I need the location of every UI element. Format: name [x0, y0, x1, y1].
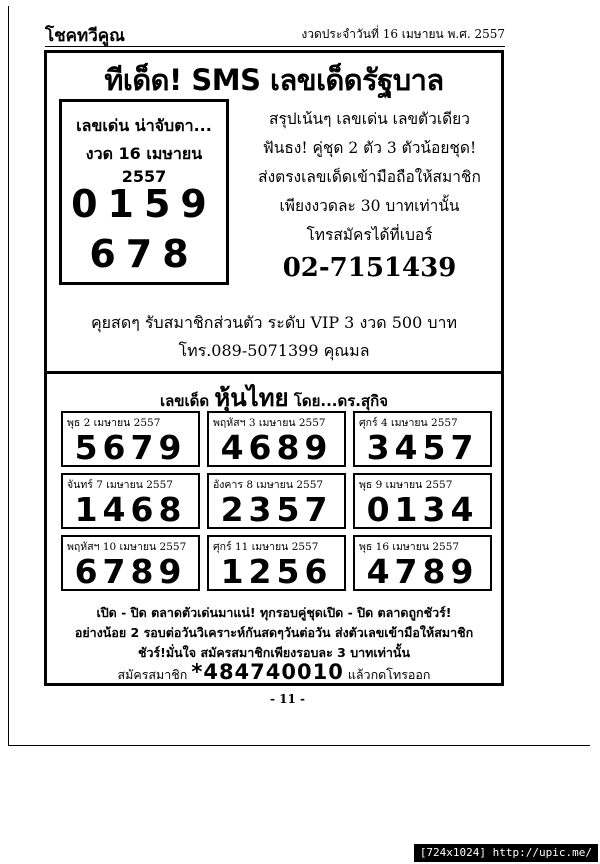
cell-date: พุธ 16 เมษายน 2557	[359, 541, 460, 553]
cell-number: 5679	[74, 428, 187, 467]
grid-cell	[61, 473, 200, 529]
footer-line: ชัวร์!มั่นใจ สมัครสมาชิกเพียงรอบละ 3 บาทเท่านั้น	[137, 645, 411, 660]
page-number: - 11 -	[270, 692, 306, 706]
featured-digits-row2: 678	[89, 232, 199, 276]
promo-line: สรุปเน้นๆ เลขเด่น เลขตัวเดียว	[269, 110, 470, 128]
footer-line: อย่างน้อย 2 รอบต่อวันวิเคราะห์กันสดๆวันต่อวัน ส่งตัวเลขเข้ามือให้สมาชิก	[74, 625, 474, 640]
featured-numbers-box	[59, 99, 229, 285]
main-ad-box	[44, 50, 504, 686]
cell-number: 6789	[74, 552, 187, 591]
issue-date: งวดประจำวันที่ 16 เมษายน พ.ศ. 2557	[301, 27, 505, 41]
cell-date: จันทร์ 7 เมษายน 2557	[67, 479, 173, 491]
grid-cell	[207, 411, 346, 467]
cell-date: ศุกร์ 4 เมษายน 2557	[359, 417, 458, 429]
promo-phone: 02-7151439	[282, 253, 457, 283]
signup-line	[47, 660, 501, 685]
upload-watermark: [724x1024] http://upic.me/	[414, 844, 598, 862]
promo-line: ส่งตรงเลขเด็ดเข้ามือถือให้สมาชิก	[258, 168, 481, 186]
section-divider	[47, 371, 501, 374]
grid-cell	[207, 473, 346, 529]
grid-cell	[207, 535, 346, 591]
promo-line: ฟันธง! คู่ชุด 2 ตัว 3 ตัวน้อยชุด!	[262, 139, 477, 157]
grid-cell	[61, 535, 200, 591]
cell-date: พฤหัสฯ 10 เมษายน 2557	[67, 541, 187, 553]
featured-digits-row1: 0159	[71, 182, 217, 226]
vip-line: คุยสดๆ รับสมาชิกส่วนตัว ระดับ VIP 3 งวด 500 บาท	[90, 313, 458, 332]
cell-number: 1468	[74, 490, 187, 529]
grid-cell	[353, 473, 492, 529]
sms-promo	[242, 105, 497, 286]
grid-cell	[353, 411, 492, 467]
signup-prefix: สมัครสมาชิก	[117, 667, 188, 682]
headline: ทีเด็ด! SMS เลขเด็ดรัฐบาล	[104, 63, 444, 97]
stock-number-grid	[61, 411, 491, 593]
cell-number: 1256	[220, 552, 333, 591]
grid-cell	[61, 411, 200, 467]
cell-date: ศุกร์ 11 เมษายน 2557	[213, 541, 319, 553]
magazine-brand: โชคทวีคูณ	[45, 26, 125, 46]
vip-contact: โทร.089-5071399 คุณมล	[178, 341, 370, 360]
cell-date: พุธ 2 เมษายน 2557	[67, 417, 161, 429]
section-author: โดย...ดร.สุกิจ	[293, 392, 389, 410]
promo-line: เพียงงวดละ 30 บาทเท่านั้น	[279, 197, 460, 215]
promo-line: โทรสมัครได้ที่เบอร์	[306, 226, 433, 244]
featured-label: เลขเด่น น่าจับตา...	[76, 116, 212, 135]
footer-line: เปิด - ปิด ตลาดตัวเด่นมาแน่! ทุกรอบคู่ชุดเปิด - ปิด ตลาดถูกชัวร์!	[96, 605, 452, 620]
cell-number: 4689	[220, 428, 333, 467]
cell-number: 0134	[366, 490, 479, 529]
cell-number: 4789	[366, 552, 479, 591]
grid-cell	[353, 535, 492, 591]
cell-date: พุธ 9 เมษายน 2557	[359, 479, 453, 491]
section-prefix: เลขเด็ด	[159, 392, 210, 410]
cell-number: 2357	[220, 490, 333, 529]
page-header	[45, 22, 505, 47]
featured-draw-date: งวด 16 เมษายน 2557	[85, 144, 203, 186]
signup-code: *484740010	[191, 660, 344, 684]
cell-date: อังคาร 8 เมษายน 2557	[213, 479, 324, 491]
signup-suffix: แล้วกดโทรออก	[347, 667, 431, 682]
cell-number: 3457	[366, 428, 479, 467]
bottom-rule	[8, 745, 590, 746]
section-name: หุ้นไทย	[214, 384, 289, 412]
cell-date: พฤหัสฯ 3 เมษายน 2557	[213, 417, 326, 429]
